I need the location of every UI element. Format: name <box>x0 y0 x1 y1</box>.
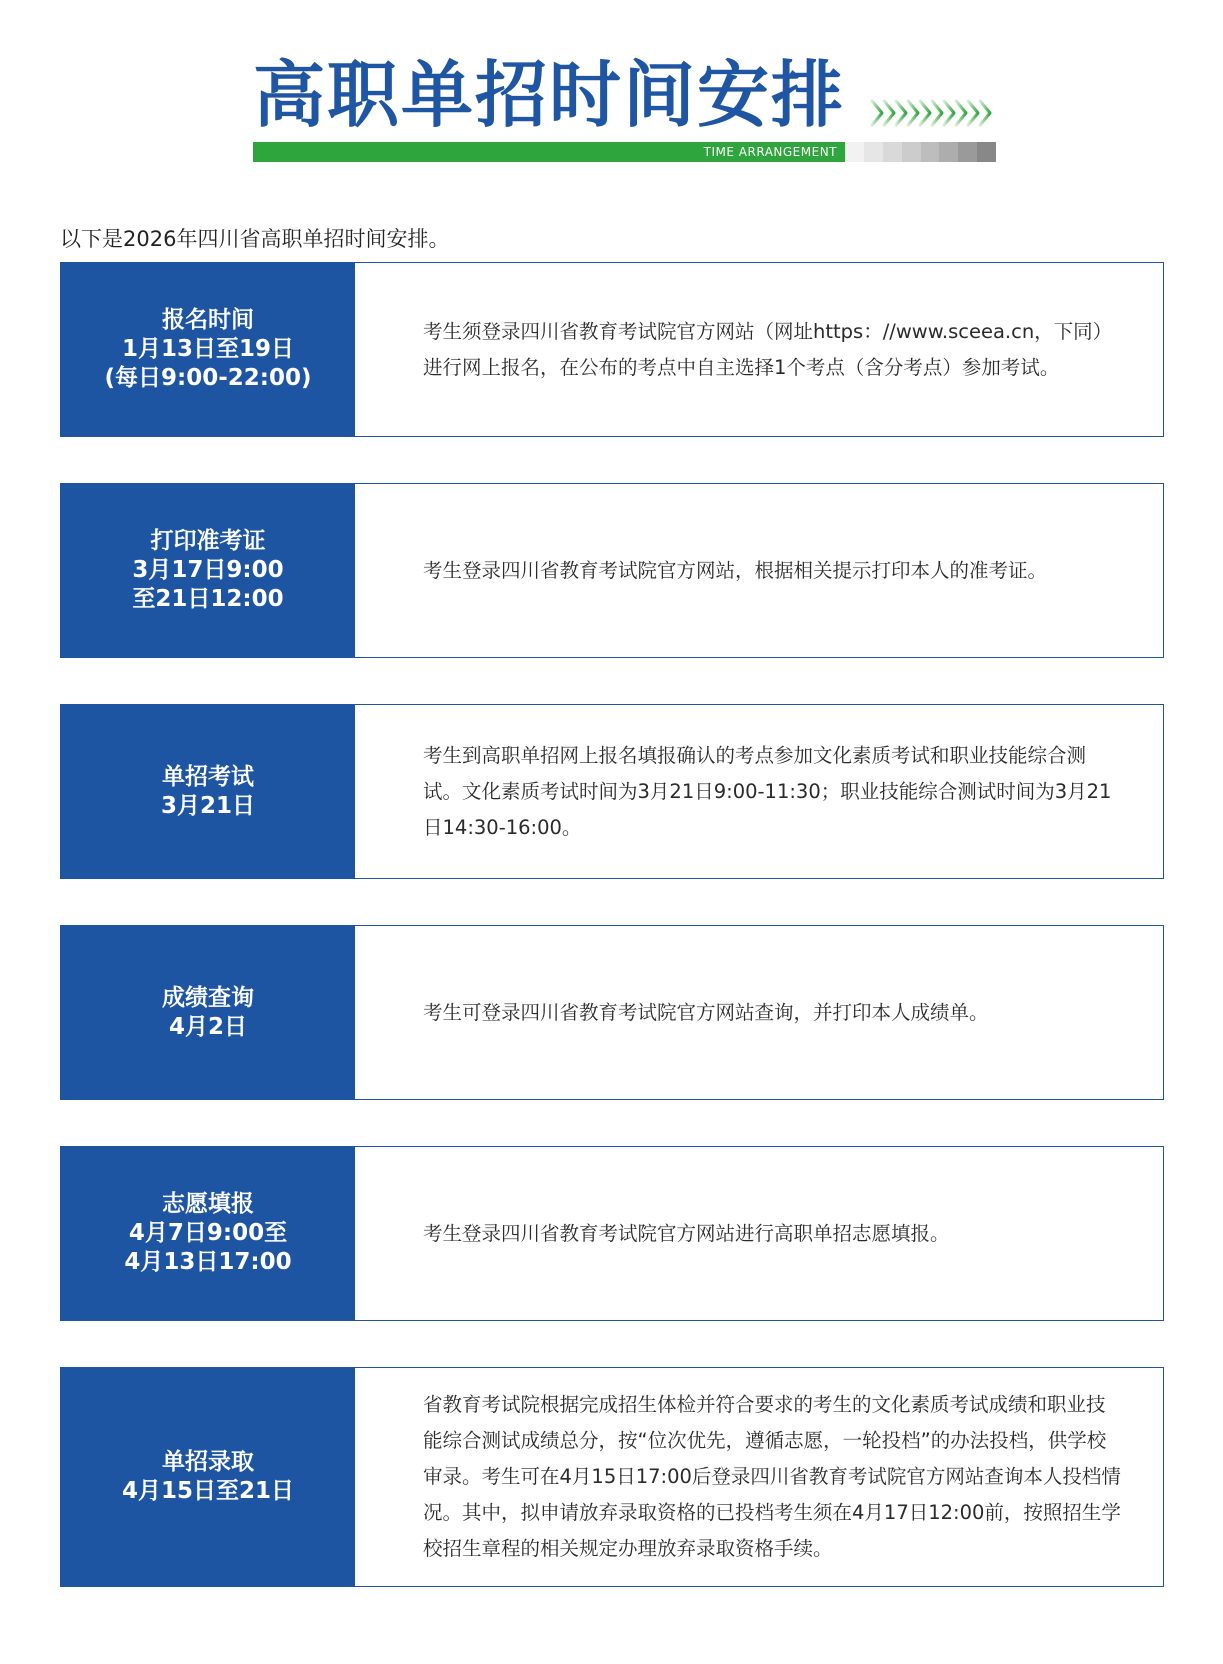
row-label-line: 志愿填报 <box>162 1191 254 1217</box>
row-label-line: 4月7日9:00至 <box>128 1220 288 1246</box>
row-label-line: 成绩查询 <box>162 984 254 1011</box>
schedule-row-registration <box>60 262 1164 437</box>
schedule-row-exam <box>60 704 1164 879</box>
row-description <box>423 926 1123 1099</box>
row-label-line: 1月13日至19日 <box>121 336 295 362</box>
row-label <box>61 705 355 878</box>
schedule-row-admission-ticket <box>60 483 1164 658</box>
row-label-line: 单招考试 <box>162 763 254 790</box>
row-description-text: 考生到高职单招网上报名填报确认的考点参加文化素质考试和职业技能综合测试。文化素质考试时间为3月21日9:00-11:30；职业技能综合测试时间为3月21日14:30-16:00。 <box>423 743 1112 839</box>
row-label-line: 报名时间 <box>162 307 254 333</box>
row-description <box>423 484 1123 657</box>
schedule-row-application <box>60 1146 1164 1321</box>
subtitle-bar <box>253 142 845 162</box>
row-description-text: 省教育考试院根据完成招生体检并符合要求的考生的文化素质考试成绩和职业技能综合测试成绩总分，按“位次优先，遵循志愿，一轮投档”的办法投档，供学校审录。考生可在4月15日17:00后登录四川省教育考试院官方网站查询本人投档情况。其中，拟申请放弃录取资格的已投档考生须在4月17日12:00前，按照招生学校招生章程的相关规定办理放弃录取资格手续。 <box>423 1393 1121 1560</box>
row-label-line: 4月15日至21日 <box>121 1478 295 1504</box>
subtitle: TIME ARRANGEMENT <box>703 145 837 159</box>
row-label-line: 至21日12:00 <box>132 586 284 612</box>
row-label <box>61 926 355 1099</box>
row-label-line: (每日9:00-22:00) <box>104 365 312 391</box>
row-label <box>61 1147 355 1320</box>
row-label-line: 打印准考证 <box>150 528 266 554</box>
row-label <box>61 1368 355 1586</box>
page-title: 高职单招时间安排 <box>253 53 846 137</box>
chevron-arrows-icon <box>866 96 996 130</box>
row-description <box>423 263 1123 436</box>
row-label-line: 3月17日9:00 <box>132 557 284 583</box>
row-description <box>423 1147 1123 1320</box>
row-label-line: 4月13日17:00 <box>124 1249 292 1275</box>
intro-text: 以下是2026年四川省高职单招时间安排。 <box>60 227 450 251</box>
row-description <box>423 1368 1123 1586</box>
gradient-bar <box>845 142 996 162</box>
header <box>253 50 997 165</box>
row-label <box>61 263 355 436</box>
row-label-line: 4月2日 <box>168 1013 247 1040</box>
row-label-line: 单招录取 <box>162 1449 254 1475</box>
row-description-text: 考生可登录四川省教育考试院官方网站查询，并打印本人成绩单。 <box>423 1000 989 1024</box>
row-description-text: 考生须登录四川省教育考试院官方网站（网址https：//www.sceea.cn，下同）进行网上报名，在公布的考点中自主选择1个考点（含分考点）参加考试。 <box>423 319 1113 379</box>
row-description-text: 考生登录四川省教育考试院官方网站，根据相关提示打印本人的准考证。 <box>423 558 1048 582</box>
row-description-text: 考生登录四川省教育考试院官方网站进行高职单招志愿填报。 <box>423 1221 950 1245</box>
schedule-row-admission <box>60 1367 1164 1587</box>
row-label <box>61 484 355 657</box>
schedule-row-score-query <box>60 925 1164 1100</box>
row-description <box>423 705 1123 878</box>
row-label-line: 3月21日 <box>160 792 255 819</box>
